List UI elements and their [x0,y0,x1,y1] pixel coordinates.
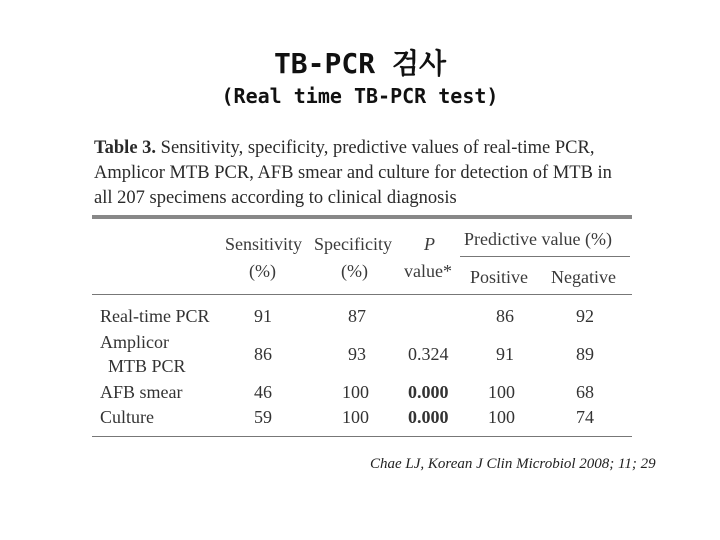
cell-specificity: 100 [342,382,369,402]
cell-specificity: 93 [348,344,366,364]
cell-p-value: 0.000 [408,382,449,402]
cell-p-value: 0.324 [408,344,449,364]
table-caption [94,136,632,211]
cell-sensitivity: 59 [254,407,272,427]
row-name: AFB smear [100,382,183,402]
header-p-italic: P [424,234,435,254]
header-specificity: Specificity [314,234,392,254]
header-predictive-rule [460,256,630,257]
row-name: Culture [100,407,154,427]
header-bottom-rule [92,294,632,295]
header-p-value: value* [404,261,452,281]
cell-negative: 68 [576,382,594,402]
row-name-line2: MTB PCR [108,356,186,376]
header-predictive-value: Predictive value (%) [464,229,612,249]
table-caption-label: Table 3. [94,138,157,158]
cell-negative: 74 [576,407,594,427]
row-name: Amplicor [100,332,169,352]
slide-subtitle: (Real time TB-PCR test) [221,84,499,108]
cell-positive: 86 [496,306,514,326]
header-specificity-unit: (%) [341,261,368,281]
table-bottom-rule [92,436,632,437]
cell-sensitivity: 86 [254,344,272,364]
header-sensitivity: Sensitivity [225,234,303,254]
slide-title: TB-PCR 검사 [273,47,447,80]
cell-specificity: 87 [348,306,366,326]
cell-p-value: 0.000 [408,407,449,427]
cell-specificity: 100 [342,407,369,427]
cell-positive: 91 [496,344,514,364]
cell-positive: 100 [488,407,515,427]
header-sensitivity-unit: (%) [249,261,276,281]
results-table [92,136,632,441]
table-caption-text: Sensitivity, specificity, predictive values of real-time PCR, Amplicor MTB PCR, AFB smear and culture for detection of MTB in all 207 specimens according to clinical diagnosis [94,138,612,208]
header-positive: Positive [470,267,529,287]
cell-negative: 92 [576,306,594,326]
cell-sensitivity: 46 [254,382,272,402]
row-name: Real-time PCR [100,306,210,326]
header-negative: Negative [551,267,616,287]
cell-positive: 100 [488,382,515,402]
citation: Chae LJ, Korean J Clin Microbiol 2008; 11; 29 [370,456,656,472]
table-top-rule [92,215,632,219]
cell-sensitivity: 91 [254,306,272,326]
cell-negative: 89 [576,344,594,364]
